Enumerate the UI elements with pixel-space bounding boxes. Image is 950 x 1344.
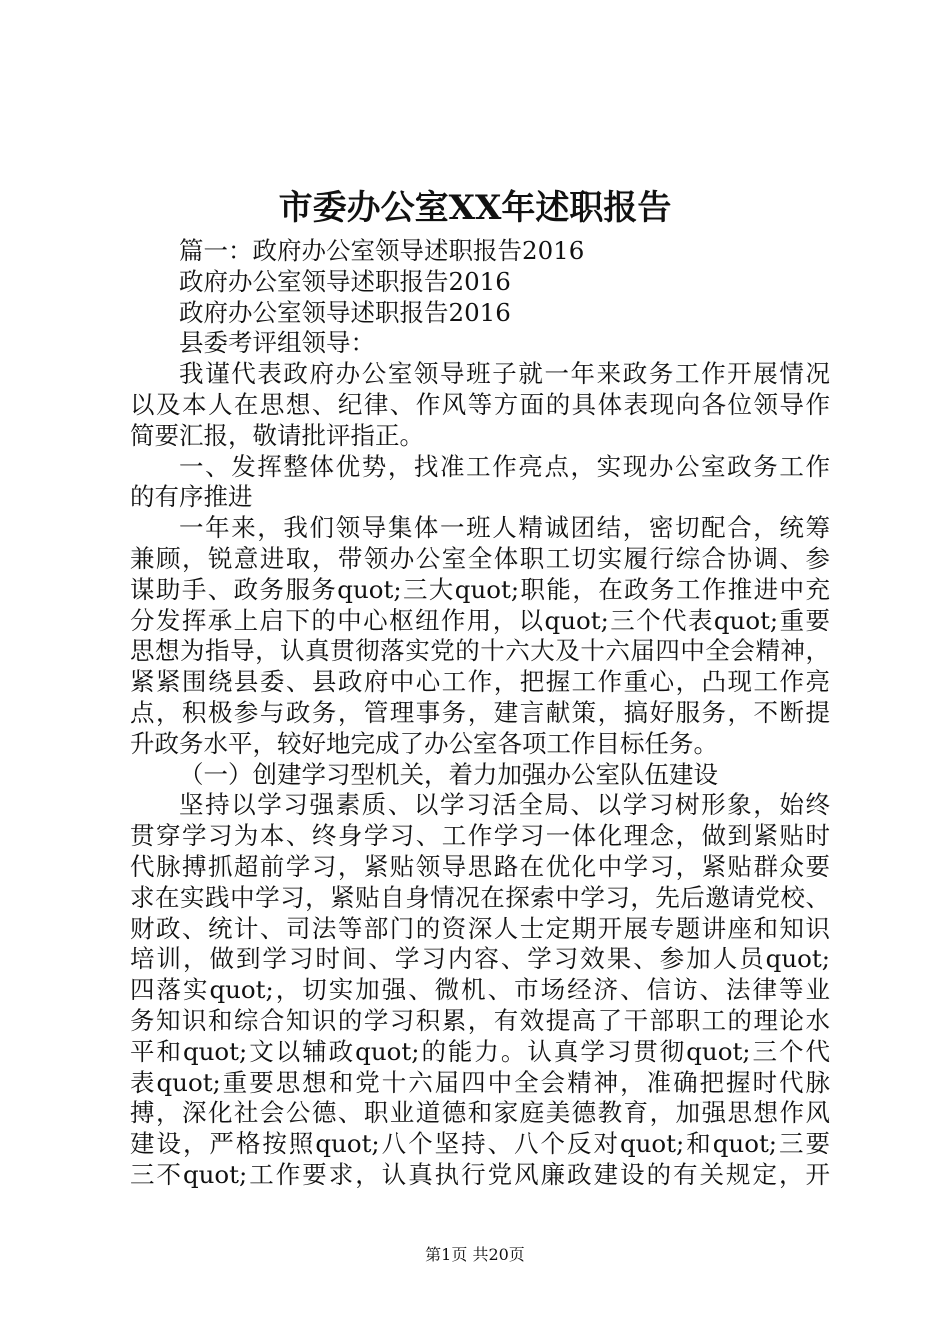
body-line: 点，积极参与政务，管理事务，建言献策，搞好服务，不断提 (130, 697, 830, 727)
document-title: 市委办公室XX年述职报告 (278, 188, 672, 228)
page-footer: 第1页 共20页 (425, 1245, 525, 1264)
body-line: 四落实quot;，切实加强、微机、市场经济、信访、法律等业 (130, 975, 830, 1005)
body-line: 升政务水平，较好地完成了办公室各项工作目标任务。 (130, 728, 718, 758)
body-line: 县委考评组领导： (179, 328, 375, 358)
body-line: 平和quot;文以辅政quot;的能力。认真学习贯彻quot;三个代 (130, 1036, 830, 1066)
body-line: 兼顾，锐意进取，带领办公室全体职工切实履行综合协调、参 (130, 543, 830, 573)
body-line: 的有序推进 (130, 482, 253, 512)
body-line: 紧紧围绕县委、县政府中心工作，把握工作重心，凸现工作亮 (130, 667, 830, 697)
body-line: 求在实践中学习，紧贴自身情况在探索中学习，先后邀请党校、 (130, 882, 830, 912)
body-line: 我谨代表政府办公室领导班子就一年来政务工作开展情况 (179, 359, 830, 389)
body-line: 一、发挥整体优势，找准工作亮点，实现办公室政务工作 (179, 451, 830, 481)
body-line: 坚持以学习强素质、以学习活全局、以学习树形象，始终 (179, 790, 830, 820)
body-line: 搏，深化社会公德、职业道德和家庭美德教育，加强思想作风 (130, 1098, 830, 1128)
document-body (130, 236, 830, 1191)
body-line: 篇一：政府办公室领导述职报告2016 (179, 236, 585, 265)
body-line: （一）创建学习型机关，着力加强办公室队伍建设 (179, 759, 718, 789)
body-line: 政府办公室领导述职报告2016 (179, 266, 511, 296)
body-line: 建设，严格按照quot;八个坚持、八个反对quot;和quot;三要 (130, 1129, 830, 1159)
body-line: 贯穿学习为本、终身学习、工作学习一体化理念，做到紧贴时 (130, 821, 830, 851)
body-line: 以及本人在思想、纪律、作风等方面的具体表现向各位领导作 (130, 389, 830, 419)
body-line: 务知识和综合知识的学习积累，有效提高了干部职工的理论水 (130, 1005, 830, 1035)
body-line: 财政、统计、司法等部门的资深人士定期开展专题讲座和知识 (130, 913, 830, 943)
body-line: 简要汇报，敬请批评指正。 (130, 420, 424, 450)
body-line: 一年来，我们领导集体一班人精诚团结，密切配合，统筹 (179, 513, 830, 543)
body-line: 政府办公室领导述职报告2016 (179, 297, 511, 327)
body-line: 培训，做到学习时间、学习内容、学习效果、参加人员quot; (130, 944, 830, 974)
body-line: 三不quot;工作要求，认真执行党风廉政建设的有关规定，开 (130, 1159, 830, 1189)
body-line: 表quot;重要思想和党十六届四中全会精神，准确把握时代脉 (130, 1067, 830, 1097)
body-line: 分发挥承上启下的中心枢纽作用，以quot;三个代表quot;重要 (130, 605, 830, 635)
body-line: 谋助手、政务服务quot;三大quot;职能，在政务工作推进中充 (130, 574, 830, 604)
body-line: 代脉搏抓超前学习，紧贴领导思路在优化中学习，紧贴群众要 (130, 851, 830, 881)
body-line: 思想为指导，认真贯彻落实党的十六大及十六届四中全会精神， (130, 636, 830, 666)
